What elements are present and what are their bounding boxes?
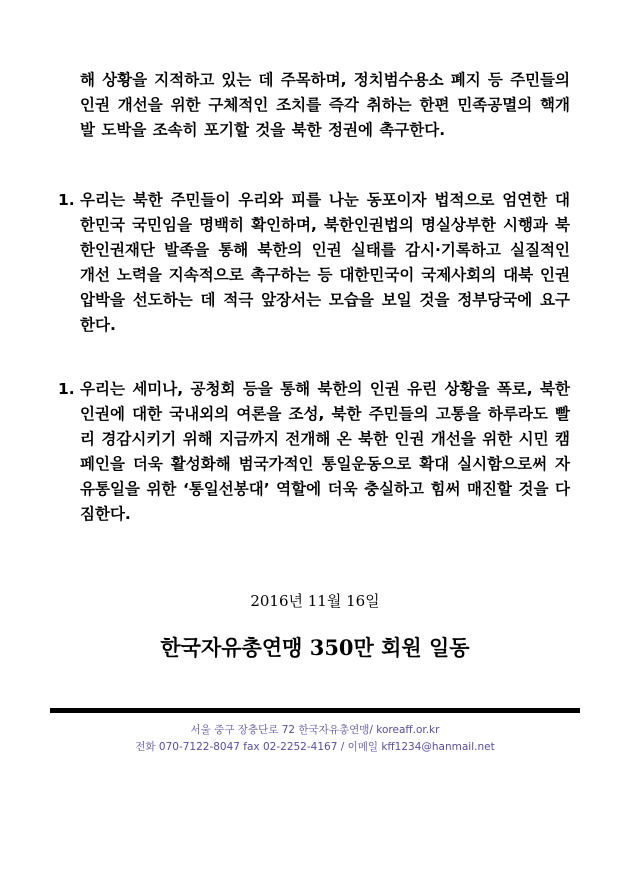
footer-divider <box>50 708 580 713</box>
item-number: 1. <box>58 191 75 209</box>
footer-contact: 전화 070-7122-8047 fax 02-2252-4167 / 이메일 kff1234@hanmail.net <box>135 741 495 753</box>
item-number: 1. <box>58 380 75 398</box>
footer-address: 서울 중구 장충단로 72 한국자유총연맹/ koreaff.or.kr <box>190 724 440 736</box>
resolution-item-2 <box>58 377 570 527</box>
resolution-item-1 <box>58 188 570 338</box>
intro-paragraph: 해 상황을 지적하고 있는 데 주목하며, 정치범수용소 폐지 등 주민들의 인권 개선을 위한 구체적인 조치를 즉각 취하는 한편 민족공멸의 핵개발 도박을 조속히 포기할 것을 북한 정권에 촉구한다. <box>80 71 570 139</box>
item-text: 우리는 북한 주민들이 우리와 피를 나눈 동포이자 법적으로 엄연한 대한민국 국민임을 명백히 확인하며, 북한인권법의 명실상부한 시행과 북한인권재단 발족을 통해 북한의 인권 실태를 감시·기록하고 실질적인 개선 노력을 지속적으로 촉구하는 등 대한민국이 국제사회의 대북 인권 압박을 선도하는 데 적극 앞장서는 모습을 보일 것을 정부당국에 요구한다. <box>80 191 570 334</box>
signature-line: 한국자유총연맹 350만 회원 일동 <box>160 635 470 660</box>
item-text: 우리는 세미나, 공청회 등을 통해 북한의 인권 유린 상황을 폭로, 북한 인권에 대한 국내외의 여론을 조성, 북한 주민들의 고통을 하루라도 빨리 경감시키기 위해 지금까지 전개해 온 북한 인권 개선을 위한 시민 캠페인을 더욱 활성화해 범국가적인 통일운동으로 확대 실시함으로써 자유통일을 위한 ‘통일선봉대’ 역할에 더욱 충실하고 힘써 매진할 것을 다짐한다. <box>80 380 570 523</box>
document-date: 2016년 11월 16일 <box>250 592 380 610</box>
